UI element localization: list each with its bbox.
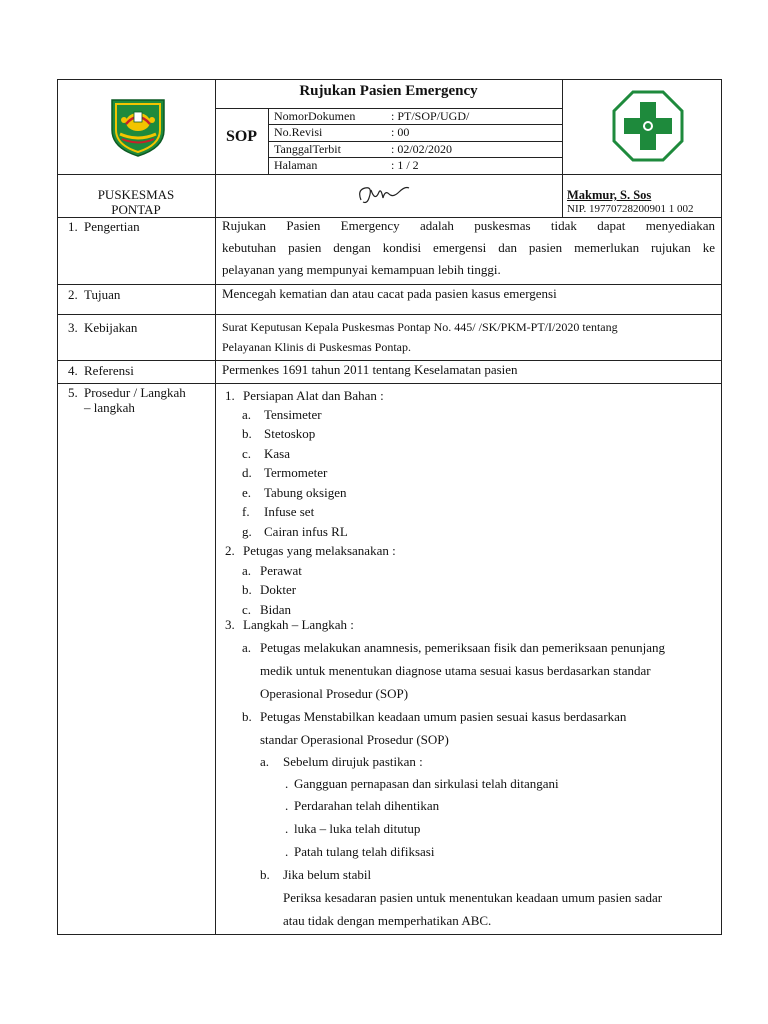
- list-item: Gangguan pernapasan dan sirkulasi telah ditangani: [294, 776, 559, 791]
- list-marker: a.: [260, 754, 270, 769]
- section-label-tujuan: Tujuan: [84, 287, 121, 302]
- list-marker: e.: [242, 485, 252, 500]
- step-title: Langkah – Langkah :: [243, 617, 354, 632]
- section-label-pengertian: Pengertian: [84, 219, 140, 234]
- doc-number-value: : PT/SOP/UGD/: [391, 109, 470, 123]
- kebijakan-text-line1: Surat Keputusan Kepala Puskesmas Pontap No. 445/ /SK/PKM-PT/I/2020 tentang: [222, 320, 618, 334]
- issue-date-label: TanggalTerbit: [274, 142, 341, 156]
- revision-label: No.Revisi: [274, 125, 323, 139]
- page-value: : 1 / 2: [391, 158, 419, 172]
- section-label-prosedur: Prosedur / Langkah: [84, 385, 186, 400]
- step-title: Persiapan Alat dan Bahan :: [243, 388, 384, 403]
- list-item: Tabung oksigen: [264, 485, 347, 500]
- list-item: Cairan infus RL: [264, 524, 348, 539]
- text-line: Petugas melakukan anamnesis, pemeriksaan fisik dan pemeriksaan penunjang: [260, 640, 666, 655]
- list-item: Bidan: [260, 602, 292, 617]
- signer-name: Makmur, S. Sos: [567, 188, 652, 202]
- step-number: 2.: [225, 543, 235, 558]
- sop-label: SOP: [225, 128, 258, 145]
- kebijakan-text-line2: Pelayanan Klinis di Puskesmas Pontap.: [222, 340, 411, 354]
- list-item: Dokter: [260, 582, 297, 597]
- step-number: 1.: [225, 388, 235, 403]
- list-marker: b.: [242, 426, 252, 441]
- grid-line: [562, 79, 563, 217]
- text-line: Rujukan Pasien Emergency adalah puskesmas tidak dapat menyediakan: [222, 218, 715, 233]
- doc-number-label: NomorDokumen: [274, 109, 356, 123]
- text-line: Operasional Prosedur (SOP): [260, 686, 409, 701]
- document-title: Rujukan Pasien Emergency: [299, 83, 478, 99]
- list-item: Perdarahan telah dihentikan: [294, 798, 440, 813]
- text-line: medik untuk menentukan diagnose utama sesuai kasus berdasarkan standar: [260, 663, 651, 678]
- text-line: Periksa kesadaran pasien untuk menentukan keadaan umum pasien sadar: [283, 890, 663, 905]
- list-marker: b.: [260, 867, 270, 882]
- text-line: atau tidak dengan memperhatikan ABC.: [283, 913, 492, 928]
- grid-line: [215, 79, 216, 935]
- regional-emblem-logo: [108, 96, 168, 158]
- section-label-prosedur-cont: – langkah: [84, 400, 135, 415]
- list-item: Kasa: [264, 446, 290, 461]
- list-marker: d.: [242, 465, 252, 480]
- list-marker: b.: [242, 709, 252, 724]
- grid-line: [57, 314, 722, 315]
- list-marker: c.: [242, 602, 252, 617]
- list-marker: .: [285, 798, 289, 813]
- list-marker: a.: [242, 640, 252, 655]
- section-number: 5.: [68, 385, 78, 400]
- section-number: 4.: [68, 363, 78, 378]
- signature: [353, 180, 413, 210]
- list-item: Termometer: [264, 465, 328, 480]
- sub-list-title: Jika belum stabil: [283, 867, 372, 882]
- section-number: 3.: [68, 320, 78, 335]
- list-marker: c.: [242, 446, 252, 461]
- list-marker: g.: [242, 524, 252, 539]
- list-item: Perawat: [260, 563, 302, 578]
- list-item: Patah tulang telah difiksasi: [294, 844, 435, 859]
- grid-line: [57, 383, 722, 384]
- referensi-text: Permenkes 1691 tahun 2011 tentang Keselamatan pasien: [222, 362, 518, 377]
- text-line: standar Operasional Prosedur (SOP): [260, 732, 449, 747]
- page-label: Halaman: [274, 158, 318, 172]
- grid-line: [57, 360, 722, 361]
- issue-date-value: : 02/02/2020: [391, 142, 453, 156]
- puskesmas-logo: [612, 90, 684, 162]
- text-line: kebutuhan pasien dengan kondisi emergensi dan pasien memerlukan rujukan ke: [222, 240, 715, 255]
- tujuan-text: Mencegah kematian dan atau cacat pada pasien kasus emergensi: [222, 286, 557, 301]
- list-item: Infuse set: [264, 504, 315, 519]
- list-marker: a.: [242, 407, 252, 422]
- step-number: 3.: [225, 617, 235, 632]
- sub-list-title: Sebelum dirujuk pastikan :: [283, 754, 423, 769]
- organization-name-line2: PONTAP: [111, 202, 161, 217]
- organization-name-line1: PUSKESMAS: [97, 187, 175, 202]
- list-marker: .: [285, 844, 289, 859]
- list-item: Tensimeter: [264, 407, 322, 422]
- section-number: 2.: [68, 287, 78, 302]
- list-marker: f.: [242, 504, 250, 519]
- list-marker: .: [285, 821, 289, 836]
- text-line: Petugas Menstabilkan keadaan umum pasien sesuai kasus berdasarkan: [260, 709, 627, 724]
- list-marker: b.: [242, 582, 252, 597]
- section-label-referensi: Referensi: [84, 363, 134, 378]
- list-marker: .: [285, 776, 289, 791]
- list-marker: a.: [242, 563, 252, 578]
- pengertian-text: [222, 217, 715, 283]
- signer-nip: NIP. 19770728200901 1 002: [567, 203, 694, 215]
- list-item: Stetoskop: [264, 426, 316, 441]
- section-label-kebijakan: Kebijakan: [84, 320, 138, 335]
- section-number: 1.: [68, 219, 78, 234]
- list-item: luka – luka telah ditutup: [294, 821, 421, 836]
- grid-line: [57, 284, 722, 285]
- grid-line: [57, 174, 722, 175]
- step-title: Petugas yang melaksanakan :: [243, 543, 396, 558]
- revision-value: : 00: [391, 125, 410, 139]
- text-line: pelayanan yang mempunyai kemampuan lebih tinggi.: [222, 262, 501, 277]
